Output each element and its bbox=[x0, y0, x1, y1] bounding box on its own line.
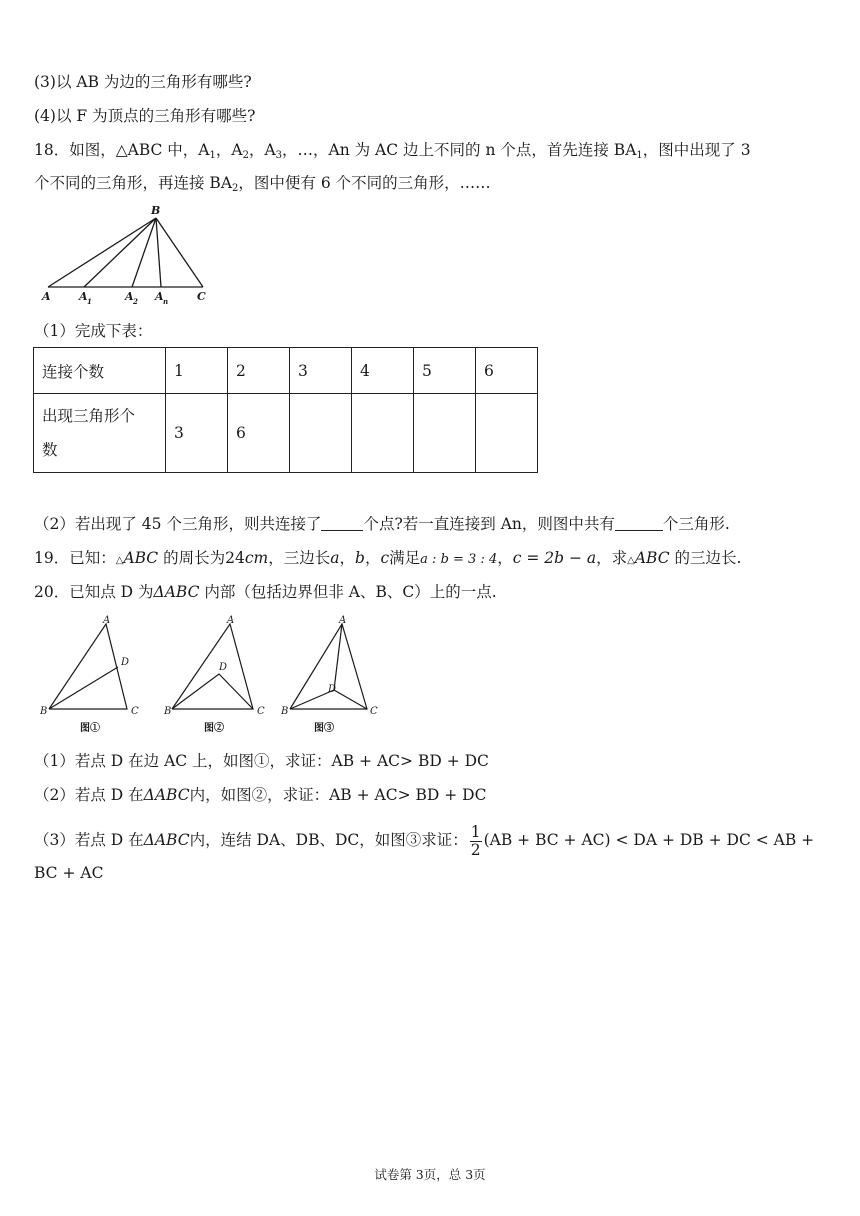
svg-text:C: C bbox=[131, 706, 139, 717]
svg-text:图②: 图② bbox=[204, 723, 224, 734]
svg-text:D: D bbox=[328, 684, 337, 695]
table-cell bbox=[414, 394, 476, 473]
svg-text:D: D bbox=[121, 657, 130, 668]
q18-table bbox=[33, 347, 538, 473]
q18-part1: （1）完成下表： bbox=[34, 322, 153, 340]
q18-figure bbox=[38, 200, 218, 310]
table-cell bbox=[476, 394, 538, 473]
table-cell bbox=[290, 394, 352, 473]
table-cell: 3 bbox=[290, 348, 352, 394]
table-cell: 3 bbox=[166, 394, 228, 473]
page-footer: 试卷第 3页，总 3页 bbox=[374, 1167, 486, 1182]
q19-text: 19．已知：△ABC 的周长为24cm，三边长a，b，c满足a : b = 3 : 4，c = 2b − a，求△ABC 的三边长. bbox=[34, 549, 742, 567]
table-cell: 6 bbox=[476, 348, 538, 394]
table-cell: 6 bbox=[228, 394, 290, 473]
q18-part2: （2）若出现了 45 个三角形，则共连接了 个点?若一直连接到 An，则图中共有 个三角形. bbox=[34, 515, 730, 533]
table-cell: 1 bbox=[166, 348, 228, 394]
svg-text:D: D bbox=[219, 662, 228, 673]
table-cell bbox=[352, 394, 414, 473]
q20-part3: （3）若点 D 在ΔABC内，连结 DA、DB、DC，如图③求证： $\frac{1}{2}$ (AB + BC + AC) < DA + DB + DC < AB + bbox=[34, 822, 815, 859]
svg-text:1: 1 bbox=[87, 297, 92, 306]
table-cell: 2 bbox=[228, 348, 290, 394]
svg-text:C: C bbox=[197, 290, 206, 303]
svg-text:B: B bbox=[40, 706, 48, 717]
svg-text:C: C bbox=[370, 706, 378, 717]
svg-text:A: A bbox=[79, 290, 88, 303]
q18-line2: 个不同的三角形，再连接 $BA_2$，图中便有 6 个不同的三角形，…… bbox=[34, 174, 491, 194]
q20-figures bbox=[36, 612, 396, 737]
svg-text:C: C bbox=[257, 706, 265, 717]
svg-text:A: A bbox=[125, 290, 134, 303]
svg-text:A: A bbox=[103, 615, 111, 626]
table-row bbox=[34, 348, 538, 394]
svg-text:图①: 图① bbox=[80, 723, 100, 734]
svg-text:A: A bbox=[155, 290, 164, 303]
table-cell: 4 bbox=[352, 348, 414, 394]
fraction: $\frac{1}{2}$ bbox=[470, 822, 481, 859]
svg-text:A: A bbox=[42, 290, 51, 303]
q18-line1: 18．如图，△ABC 中，$A_1$，$A_2$，$A_3$，…，An 为 AC 边上不同的 n 个点，首先连接 $BA_1$，图中出现了 3 bbox=[34, 141, 751, 161]
table-header-cell: 出现三角形个 数 bbox=[34, 394, 166, 473]
svg-text:2: 2 bbox=[133, 297, 138, 306]
svg-text:n: n bbox=[163, 297, 169, 306]
table-cell: 5 bbox=[414, 348, 476, 394]
q20-part3-cont: BC + AC bbox=[34, 864, 104, 882]
svg-text:B: B bbox=[164, 706, 172, 717]
svg-text:图③: 图③ bbox=[314, 723, 334, 734]
table-row bbox=[34, 394, 538, 473]
answer-blank[interactable] bbox=[615, 516, 663, 531]
q20-intro: 20．已知点 D 为ΔABC 内部（包括边界但非 A、B、C）上的一点. bbox=[34, 583, 497, 601]
q20-part1: （1）若点 D 在边 AC 上，如图①，求证：AB + AC> BD + DC bbox=[34, 752, 489, 770]
svg-text:B: B bbox=[151, 204, 161, 217]
svg-text:B: B bbox=[281, 706, 289, 717]
svg-text:A: A bbox=[339, 615, 347, 626]
q17-part3: (3)以 AB 为边的三角形有哪些? bbox=[34, 73, 252, 91]
table-header-cell: 连接个数 bbox=[34, 348, 166, 394]
svg-text:A: A bbox=[227, 615, 235, 626]
answer-blank[interactable] bbox=[321, 516, 363, 531]
q20-part2: （2）若点 D 在ΔABC内，如图②，求证：AB + AC> BD + DC bbox=[34, 786, 487, 804]
q17-part4: (4)以 F 为顶点的三角形有哪些? bbox=[34, 107, 256, 125]
